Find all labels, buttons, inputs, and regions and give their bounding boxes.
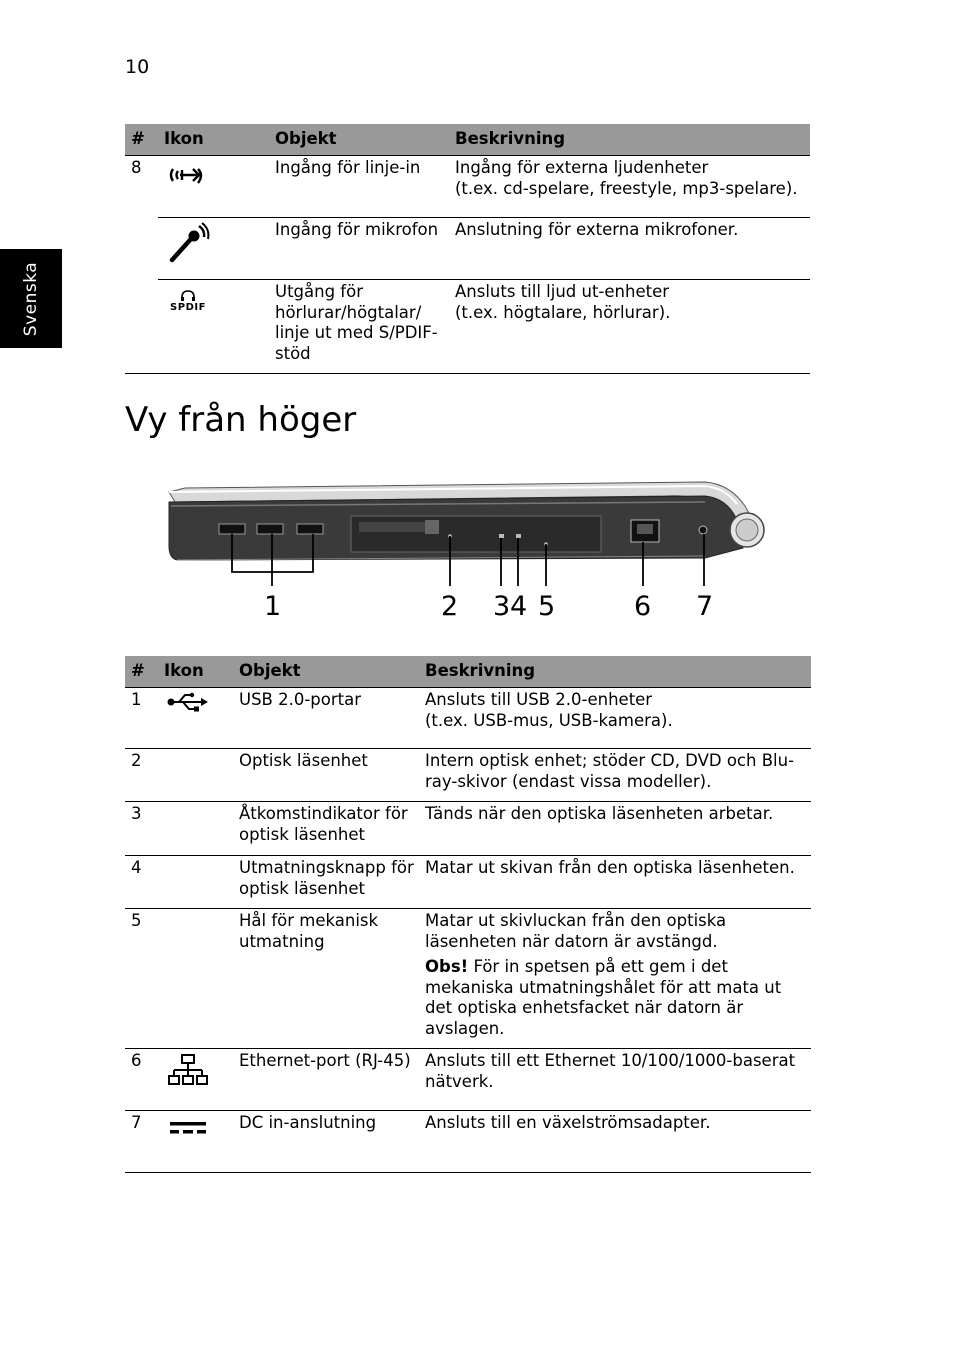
section-title: Vy från höger [125, 400, 357, 440]
microphone-icon [158, 220, 218, 270]
table-row [125, 156, 810, 218]
page-number: 10 [125, 56, 150, 78]
table-header [125, 124, 810, 156]
callout-7: 7 [696, 591, 714, 622]
row-number: 1 [125, 688, 158, 749]
table-row [125, 688, 811, 749]
table-row [125, 280, 810, 374]
row-description: Tänds när den optiska läsenheten arbetar. [419, 802, 811, 856]
header-icon: Ikon [158, 124, 269, 156]
header-object: Objekt [269, 124, 449, 156]
callout-3: 3 [493, 591, 511, 622]
row-object: USB 2.0-portar [233, 688, 419, 749]
header-number: # [125, 656, 158, 688]
note-text: För in spetsen på ett gem i det mekaniska utmatningshålet för att mata ut det optiska enhetsfacket när datorn är avslagen. [425, 957, 782, 1038]
row-object: Utgång för hörlurar/högtalar/ linje ut med S/PDIF-stöd [269, 280, 449, 374]
table-row [125, 218, 810, 280]
row-description: Intern optisk enhet; stöder CD, DVD och Blu-ray-skivor (endast vissa modeller). [419, 749, 811, 802]
audio-ports-table [125, 124, 810, 374]
right-side-ports-table [125, 656, 811, 1173]
row-object: Optisk läsenhet [233, 749, 419, 802]
row-description: Ansluts till USB 2.0-enheter (t.ex. USB-mus, USB-kamera). [419, 688, 811, 749]
language-tab-label: Svenska [21, 261, 41, 336]
line-in-icon [158, 158, 218, 208]
row-description: Matar ut skivan från den optiska läsenheten. [419, 856, 811, 909]
row-object: Ingång för linje-in [269, 156, 449, 218]
header-number: # [125, 124, 158, 156]
callout-6: 6 [634, 591, 652, 622]
language-tab [0, 249, 62, 348]
callout-1: 1 [264, 591, 282, 622]
table-row [125, 1049, 811, 1111]
callout-5: 5 [538, 591, 556, 622]
table-header [125, 656, 811, 688]
row-description: Ansluts till ljud ut-enheter (t.ex. högtalare, hörlurar). [449, 280, 810, 374]
row-description: Ingång för externa ljudenheter (t.ex. cd-spelare, freestyle, mp3-spelare). [449, 156, 810, 218]
callout-2: 2 [441, 591, 459, 622]
spdif-icon-label: SPDIF [170, 302, 206, 313]
header-description: Beskrivning [449, 124, 810, 156]
table-row [125, 856, 811, 909]
table-row [125, 802, 811, 856]
row-number [125, 218, 158, 280]
header-icon: Ikon [158, 656, 233, 688]
headphone-spdif-icon [158, 282, 218, 338]
row-number: 7 [125, 1111, 158, 1173]
row-description: Anslutning för externa mikrofoner. [449, 218, 810, 280]
row-number: 5 [125, 909, 158, 1049]
row-object: Ethernet-port (RJ-45) [233, 1049, 419, 1111]
row-number: 4 [125, 856, 158, 909]
row-number: 8 [131, 158, 142, 177]
row-description: Ansluts till en växelströmsadapter. [419, 1111, 811, 1173]
laptop-right-side-illustration [165, 476, 775, 586]
row-number: 3 [125, 802, 158, 856]
table-row [125, 909, 811, 1049]
note-label: Obs! [425, 957, 469, 976]
header-object: Objekt [233, 656, 419, 688]
row-object: Hål för mekanisk utmatning [233, 909, 419, 1049]
dc-in-icon [158, 1113, 218, 1151]
row-object: Åtkomstindikator för optisk läsenhet [233, 802, 419, 856]
table-row [125, 749, 811, 802]
row-number [125, 280, 158, 374]
header-description: Beskrivning [419, 656, 811, 688]
row-object: DC in-anslutning [233, 1111, 419, 1173]
row-description: Ansluts till ett Ethernet 10/100/1000-baserat nätverk. [419, 1049, 811, 1111]
row-number: 2 [125, 749, 158, 802]
ethernet-icon [158, 1051, 218, 1093]
usb-icon [158, 690, 218, 722]
callout-4: 4 [510, 591, 528, 622]
row-object: Utmatningsknapp för optisk läsenhet [233, 856, 419, 909]
table-row [125, 1111, 811, 1173]
row-number: 6 [125, 1049, 158, 1111]
row-object: Ingång för mikrofon [269, 218, 449, 280]
note [425, 957, 811, 1045]
row-description: Matar ut skivluckan från den optiska läsenheten när datorn är avstängd. Obs! För in spetsen på ett gem i det mekaniska utmatningshålet för att mata ut det optiska enhetsfacket när datorn är avslagen. [419, 909, 811, 1049]
